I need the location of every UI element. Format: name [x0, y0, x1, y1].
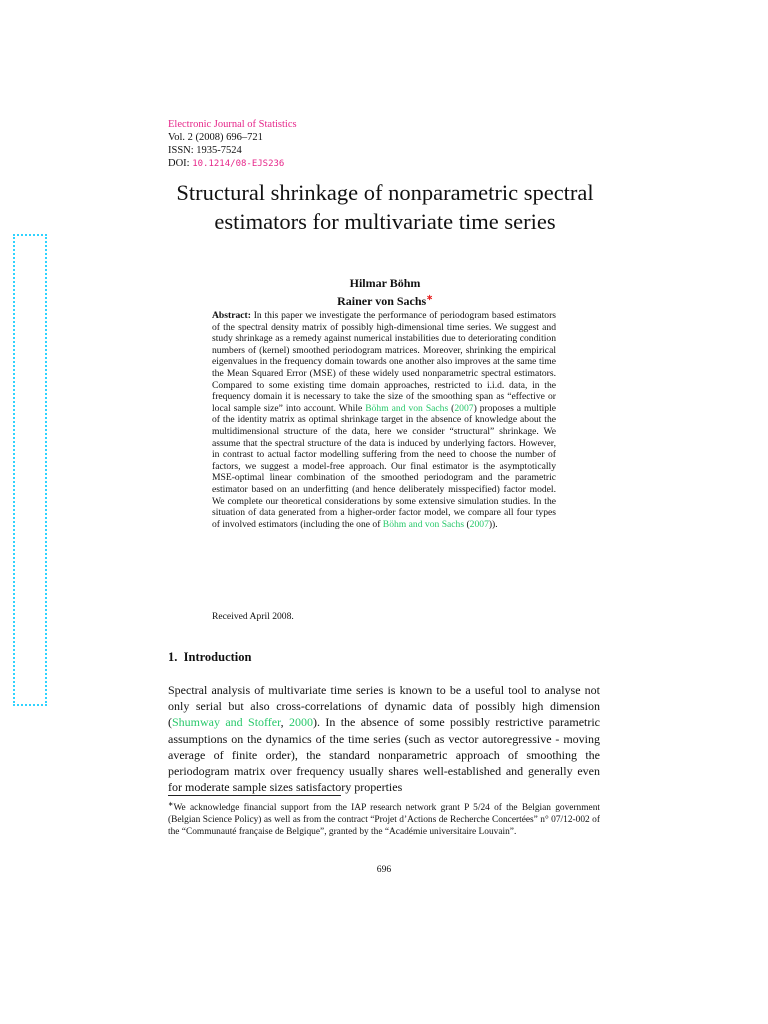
abstract-text-2: proposes a multiple of the identity matrix as optimal shrinkage target in the absence of knowledge about the multidimensional structure of the data, here we consider “structural” shrinkage. We assume that the spectral structure of the data is induced by underlying factors. However, in contrast to actual factor modelling suffering from the need to choose the number of factors, we suggest a model-free approach. Our final estimator is the asymptotically MSE-optimal linear combination of the smoothed periodogram and the parametric estimator based on an underfitting (and hence deliberately misspecified) factor model. We complete our theoretical considerations by some extensive simulation studies. In the situation of data generated from a higher-order factor model, we compare all four types of involved estimators (including the one of	[212, 402, 557, 530]
journal-volume: Vol. 2 (2008) 696–721	[168, 132, 263, 143]
author-second-name: Rainer von Sachs	[337, 293, 427, 308]
journal-header	[168, 118, 297, 171]
abstract-text-1: In this paper we investigate the performance of periodogram based estimators of the spectral density matrix of possibly high-dimensional time series. We suggest and study shrinkage as a remedy against numerical instabilities due to deteriorating condition numbers of (kernel) smoothed periodogram matrices. Moreover, shrinking the empirical eigenvalues in the frequency domain towards one another also improves at the same time the Mean Squared Error (MSE) of these widely used nonparametric spectral estimators. Compared to some existing time domain approaches, restricted to i.i.d. data, in the frequency domain it is necessary to take the size of the smoothing span as “effective or local sample size” into account. While	[212, 310, 556, 414]
author-first: Hilmar Böhm	[349, 276, 421, 290]
abstract-label: Abstract:	[212, 310, 251, 321]
citation-sep: ,	[280, 715, 290, 730]
footnote-text: We acknowledge financial support from the IAP research network grant P 5/24 of the Belgian government (Belgian Science Policy) as well as from the contract “Projet d’Actions de Recherche Concertées” n° 07/12-002 of the “Communauté française de Belgique”, granted by the “Académie universitaire Louvain”.	[168, 803, 600, 837]
citation-link-bohm-year[interactable]: 2007	[454, 402, 474, 414]
journal-name-link[interactable]: Electronic Journal of Statistics	[168, 119, 297, 130]
author-block	[200, 276, 570, 308]
citation-link-bohm-authors[interactable]: Böhm and von Sachs	[365, 402, 449, 414]
citation-paren-close: )	[473, 402, 477, 414]
section-number: 1.	[168, 650, 178, 664]
page-number: 696	[376, 864, 392, 875]
dotted-margin-frame	[13, 234, 47, 706]
author-second	[200, 291, 570, 309]
section-title: Introduction	[183, 650, 252, 664]
received-date: Received April 2008.	[212, 611, 294, 622]
intro-text-1: Spectral analysis of multivariate time series is known to be a useful tool to analyse not only serial but also cross-correlations of dynamic data of possibly high dimension (	[168, 683, 600, 730]
footnote	[168, 799, 600, 839]
paper-title: Structural shrinkage of nonparametric spectral estimators for multivariate time series	[176, 180, 594, 234]
journal-doi	[168, 157, 297, 171]
section-heading	[168, 650, 251, 665]
intro-paragraph	[168, 682, 600, 795]
citation-link-shumway-authors[interactable]: Shumway and Stoffer	[172, 715, 281, 730]
intro-text-2: ). In the absence of some possibly restrictive parametric assumptions on the dynamics of the time series (such as vector autoregressive - moving average of finite order), the standard nonparametric approach of smoothing the periodogram matrix over frequency usually shares well-established and generally even for moderate sample sizes satisfactory properties	[168, 715, 601, 795]
journal-issn: ISSN: 1935-7524	[168, 145, 242, 156]
citation-paren-2: (	[464, 518, 470, 530]
citation-link-shumway-year[interactable]: 2000	[289, 715, 314, 730]
abstract	[212, 310, 556, 530]
citation-paren: (	[448, 402, 455, 414]
citation-link-bohm-authors-2[interactable]: Böhm and von Sachs	[382, 518, 465, 530]
doi-link[interactable]: 10.1214/08-EJS236	[192, 159, 285, 169]
footnote-mark-link[interactable]: ∗	[426, 292, 433, 302]
footnote-rule	[168, 795, 341, 796]
footnote-mark: ∗	[168, 801, 174, 808]
citation-link-bohm-year-2[interactable]: 2007	[469, 518, 489, 530]
citation-paren-close-2: )).	[488, 518, 498, 530]
doi-label: DOI:	[168, 158, 193, 169]
